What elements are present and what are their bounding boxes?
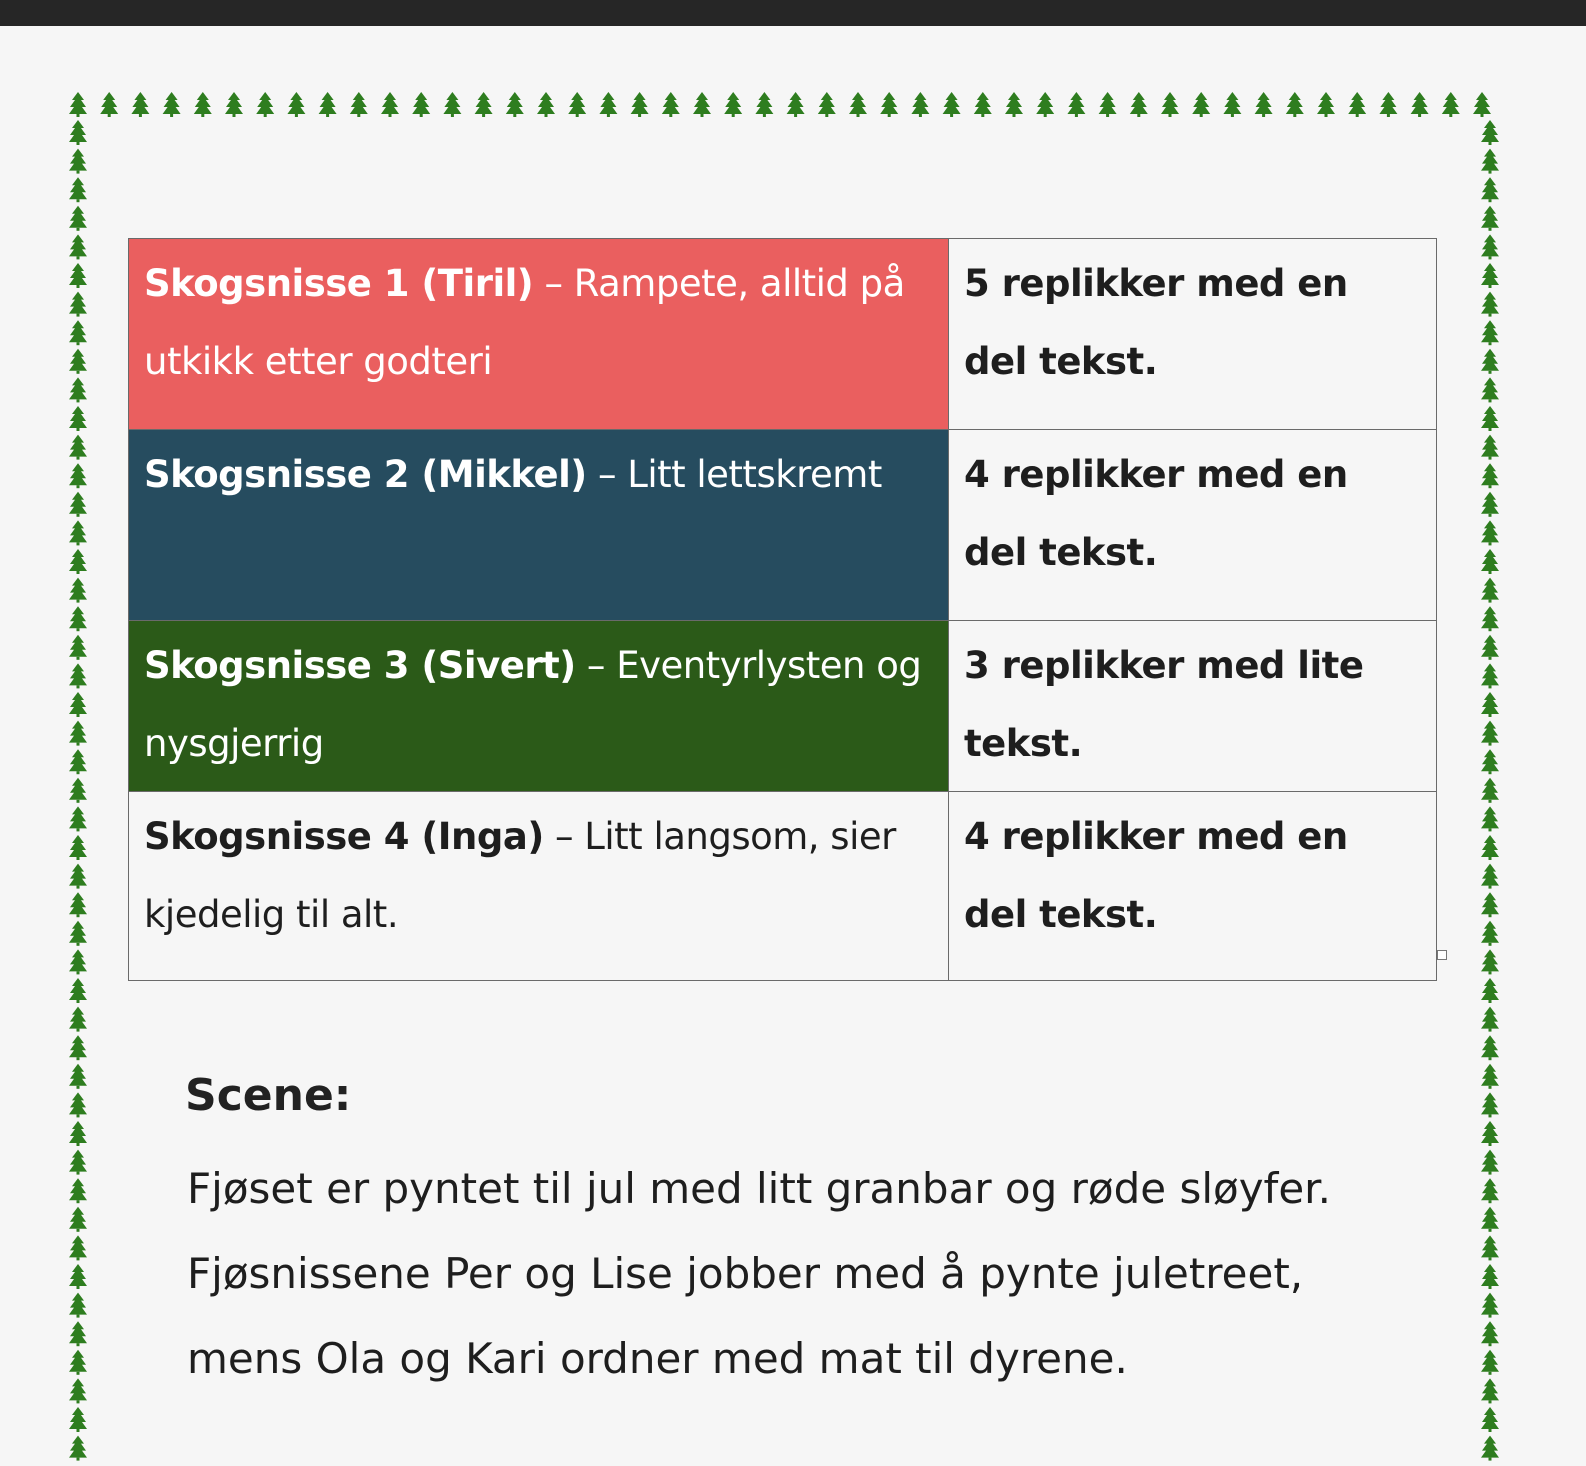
tree-icon: [1481, 1178, 1499, 1203]
role-cell[interactable]: [129, 430, 949, 621]
tree-icon: [1099, 92, 1117, 117]
tree-icon: [69, 92, 87, 117]
tree-icon: [1481, 206, 1499, 231]
tree-icon: [599, 92, 617, 117]
lines-cell[interactable]: 4 replikker med en del tekst.: [949, 792, 1437, 981]
tree-icon: [506, 92, 524, 117]
tree-icon: [1481, 692, 1499, 717]
role-description: – Litt lettskremt: [586, 453, 882, 496]
tree-icon: [1481, 749, 1499, 774]
tree-icon: [1036, 92, 1054, 117]
tree-icon: [163, 92, 181, 117]
tree-icon: [818, 92, 836, 117]
tree-icon: [69, 349, 87, 374]
tree-icon: [69, 1207, 87, 1232]
tree-icon: [1481, 1092, 1499, 1117]
tree-icon: [69, 1264, 87, 1289]
tree-icon: [69, 778, 87, 803]
tree-icon: [1481, 1007, 1499, 1032]
tree-icon: [1481, 320, 1499, 345]
lines-cell[interactable]: 4 replikker med en del tekst.: [949, 430, 1437, 621]
role-cell[interactable]: [129, 239, 949, 430]
role-name: Skogsnisse 4 (Inga): [144, 815, 544, 858]
table-resize-handle[interactable]: [1437, 950, 1447, 960]
tree-icon: [69, 578, 87, 603]
tree-icon: [69, 1007, 87, 1032]
role-cell[interactable]: [129, 621, 949, 792]
tree-icon: [69, 892, 87, 917]
tree-icon: [1481, 635, 1499, 660]
tree-icon: [69, 377, 87, 402]
role-name: Skogsnisse 2 (Mikkel): [144, 453, 587, 496]
tree-icon: [1481, 864, 1499, 889]
tree-icon: [1481, 1293, 1499, 1318]
roles-table[interactable]: [128, 238, 1437, 981]
tree-icon: [69, 921, 87, 946]
tree-icon: [69, 864, 87, 889]
role-cell[interactable]: [129, 792, 949, 981]
tree-icon: [1481, 606, 1499, 631]
role-name: Skogsnisse 1 (Tiril): [144, 262, 534, 305]
tree-icon: [69, 606, 87, 631]
tree-icon: [69, 177, 87, 202]
tree-icon: [69, 1436, 87, 1461]
tree-icon: [69, 1407, 87, 1432]
tree-icon: [1481, 578, 1499, 603]
tree-icon: [1481, 1235, 1499, 1260]
scene-heading: Scene:: [185, 1070, 352, 1121]
tree-icon: [880, 92, 898, 117]
tree-icon: [69, 263, 87, 288]
tree-icon: [69, 206, 87, 231]
tree-icon: [69, 635, 87, 660]
tree-icon: [943, 92, 961, 117]
tree-icon: [1481, 520, 1499, 545]
lines-cell[interactable]: 3 replikker med lite tekst.: [949, 621, 1437, 792]
tree-icon: [381, 92, 399, 117]
tree-icon: [1442, 92, 1460, 117]
tree-icon: [319, 92, 337, 117]
tree-icon: [1481, 463, 1499, 488]
table-row: [129, 792, 1437, 981]
tree-icon: [1481, 120, 1499, 145]
tree-icon: [69, 492, 87, 517]
tree-icon: [69, 663, 87, 688]
tree-icon: [1481, 778, 1499, 803]
tree-icon: [69, 721, 87, 746]
tree-icon: [1481, 492, 1499, 517]
tree-icon: [69, 1321, 87, 1346]
tree-icon: [69, 463, 87, 488]
tree-icon: [1481, 1321, 1499, 1346]
tree-icon: [69, 320, 87, 345]
tree-icon: [69, 835, 87, 860]
tree-icon: [1481, 978, 1499, 1003]
tree-icon: [1161, 92, 1179, 117]
tree-icon: [69, 1235, 87, 1260]
tree-icon: [69, 1293, 87, 1318]
tree-icon: [69, 1350, 87, 1375]
tree-icon: [1481, 1064, 1499, 1089]
tree-icon: [1481, 234, 1499, 259]
tree-icon: [1481, 1035, 1499, 1060]
tree-icon: [69, 1121, 87, 1146]
tree-icon: [225, 92, 243, 117]
table-row: [129, 430, 1437, 621]
tree-icon: [1481, 435, 1499, 460]
tree-icon: [412, 92, 430, 117]
tree-icon: [100, 92, 118, 117]
tree-icon: [1481, 721, 1499, 746]
tree-icon: [1481, 177, 1499, 202]
tree-icon: [1481, 663, 1499, 688]
tree-icon: [1481, 377, 1499, 402]
tree-icon: [69, 1150, 87, 1175]
tree-icon: [662, 92, 680, 117]
tree-icon: [631, 92, 649, 117]
role-description: – Rampete, alltid på utkikk etter godteri: [144, 262, 905, 383]
tree-icon: [443, 92, 461, 117]
tree-icon: [974, 92, 992, 117]
tree-icon: [1481, 806, 1499, 831]
tree-icon: [1481, 1150, 1499, 1175]
tree-icon: [1130, 92, 1148, 117]
tree-icon: [1481, 949, 1499, 974]
tree-icon: [1223, 92, 1241, 117]
tree-icon: [69, 149, 87, 174]
table-row: [129, 239, 1437, 430]
tree-icon: [69, 1378, 87, 1403]
tree-icon: [69, 1064, 87, 1089]
role-description: – Litt langsom, sier kjedelig til alt.: [144, 815, 896, 936]
tree-icon: [911, 92, 929, 117]
tree-icon: [69, 978, 87, 1003]
tree-icon: [69, 949, 87, 974]
tree-icon: [69, 806, 87, 831]
tree-icon: [1286, 92, 1304, 117]
tree-icon: [1379, 92, 1397, 117]
tree-icon: [131, 92, 149, 117]
tree-icon: [568, 92, 586, 117]
tree-icon: [475, 92, 493, 117]
tree-icon: [69, 520, 87, 545]
tree-icon: [537, 92, 555, 117]
tree-icon: [350, 92, 368, 117]
tree-icon: [69, 120, 87, 145]
tree-icon: [1481, 349, 1499, 374]
tree-icon: [69, 435, 87, 460]
tree-icon: [1481, 892, 1499, 917]
tree-icon: [1348, 92, 1366, 117]
tree-icon: [755, 92, 773, 117]
tree-icon: [1067, 92, 1085, 117]
tree-icon: [194, 92, 212, 117]
tree-icon: [69, 692, 87, 717]
tree-icon: [849, 92, 867, 117]
tree-icon: [1481, 1407, 1499, 1432]
role-name: Skogsnisse 3 (Sivert): [144, 644, 576, 687]
lines-cell[interactable]: 5 replikker med en del tekst.: [949, 239, 1437, 430]
tree-icon: [1005, 92, 1023, 117]
tree-icon: [1481, 1264, 1499, 1289]
tree-icon: [1481, 921, 1499, 946]
tree-icon: [1481, 1350, 1499, 1375]
role-description: – Eventyrlysten og nysgjerrig: [144, 644, 922, 765]
tree-icon: [69, 1035, 87, 1060]
tree-icon: [69, 1178, 87, 1203]
window-top-bar: [0, 0, 1586, 26]
tree-icon: [693, 92, 711, 117]
tree-icon: [787, 92, 805, 117]
tree-icon: [69, 234, 87, 259]
tree-icon: [1192, 92, 1210, 117]
tree-icon: [1473, 92, 1491, 117]
tree-icon: [69, 749, 87, 774]
tree-icon: [1481, 1207, 1499, 1232]
table-row: [129, 621, 1437, 792]
tree-icon: [256, 92, 274, 117]
tree-icon: [1481, 549, 1499, 574]
tree-icon: [287, 92, 305, 117]
tree-icon: [69, 1092, 87, 1117]
tree-icon: [1481, 1121, 1499, 1146]
tree-icon: [724, 92, 742, 117]
tree-icon: [69, 292, 87, 317]
tree-icon: [1317, 92, 1335, 117]
tree-icon: [1481, 149, 1499, 174]
tree-icon: [1481, 835, 1499, 860]
tree-icon: [1481, 1378, 1499, 1403]
tree-icon: [1481, 406, 1499, 431]
tree-icon: [1481, 1436, 1499, 1461]
tree-icon: [1255, 92, 1273, 117]
tree-icon: [69, 406, 87, 431]
scene-text: Fjøset er pyntet til jul med litt granbar og røde sløyfer. Fjøsnissene Per og Lise jobber med å pynte juletreet, mens Ola og Kari ordner med mat til dyrene.: [187, 1164, 1331, 1383]
tree-icon: [1481, 292, 1499, 317]
tree-icon: [1411, 92, 1429, 117]
tree-icon: [1481, 263, 1499, 288]
tree-icon: [69, 549, 87, 574]
